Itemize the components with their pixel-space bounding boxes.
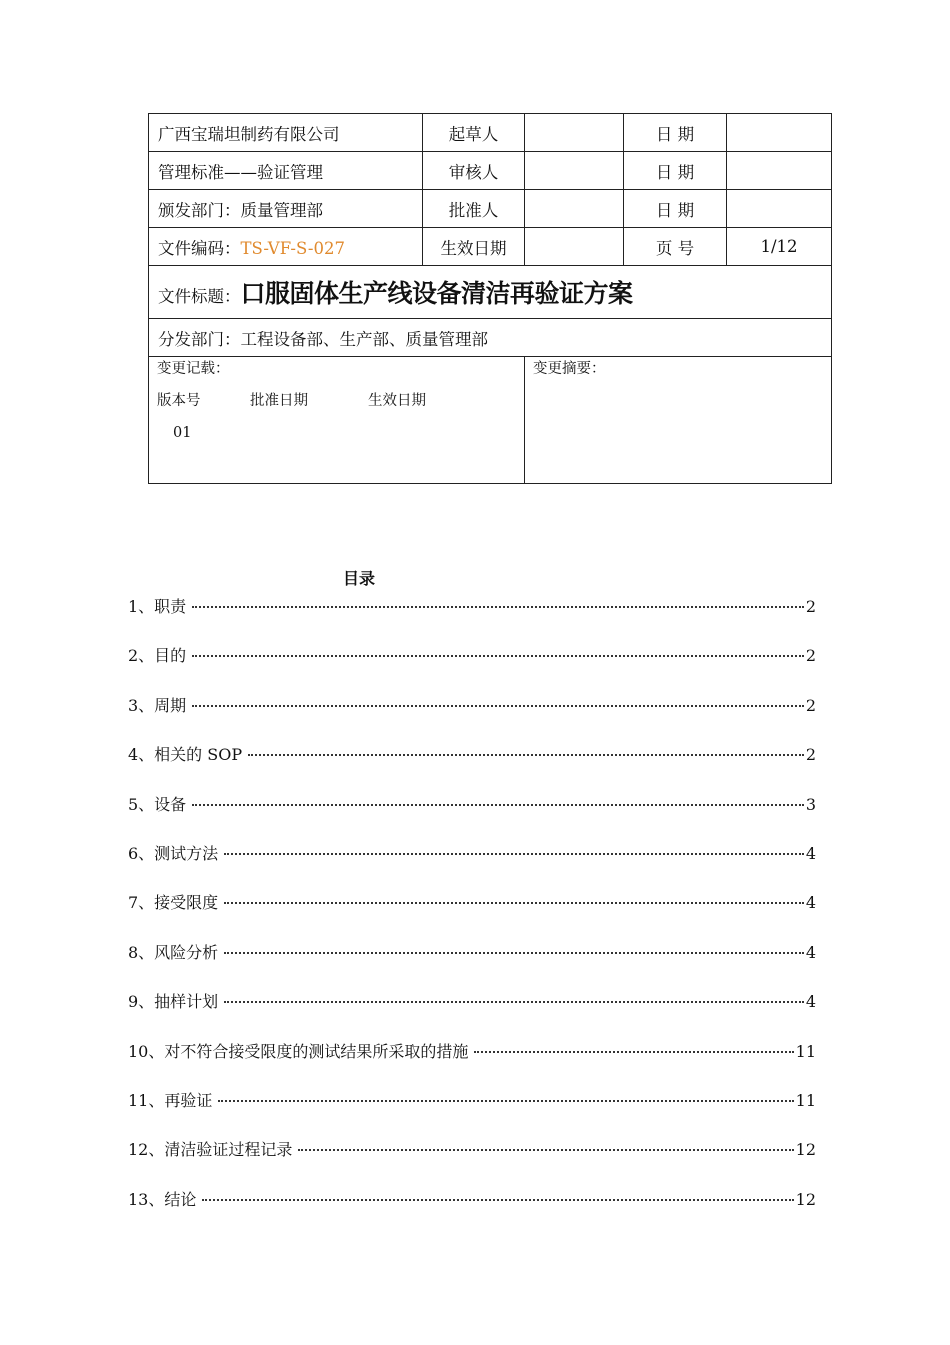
drafter-value[interactable] bbox=[525, 114, 624, 152]
review-date-label: 日 期 bbox=[624, 152, 727, 190]
toc-item-label: 7、接受限度 bbox=[128, 893, 219, 913]
document-title-label: 文件标题： bbox=[158, 287, 241, 306]
toc-item-label: 9、抽样计划 bbox=[128, 992, 219, 1012]
approver-label: 批准人 bbox=[423, 190, 525, 228]
toc-item[interactable] bbox=[128, 989, 816, 1038]
draft-date-value[interactable] bbox=[727, 114, 832, 152]
document-code-cell bbox=[149, 228, 423, 266]
toc-item[interactable] bbox=[128, 890, 816, 939]
effective-date-column-header: 生效日期 bbox=[368, 393, 426, 409]
reviewer-label: 审核人 bbox=[423, 152, 525, 190]
toc-item-page: 3 bbox=[805, 794, 816, 814]
toc-leader-dots bbox=[248, 753, 804, 756]
toc-item[interactable] bbox=[128, 643, 816, 692]
issuing-department: 颁发部门：质量管理部 bbox=[149, 190, 423, 228]
toc-item-label: 8、风险分析 bbox=[128, 942, 219, 962]
effective-date-label: 生效日期 bbox=[423, 228, 525, 266]
header-row-company bbox=[149, 114, 832, 152]
toc-item[interactable] bbox=[128, 1187, 816, 1236]
document-code-value: TS-VF-S-027 bbox=[240, 238, 345, 258]
toc-item-label: 12、清洁验证过程记录 bbox=[128, 1140, 293, 1160]
toc-item-page: 2 bbox=[805, 597, 816, 616]
toc-leader-dots bbox=[224, 1000, 804, 1003]
toc-item[interactable] bbox=[128, 792, 816, 841]
toc-title: 目录 bbox=[342, 569, 375, 588]
header-row-code bbox=[149, 228, 832, 266]
toc-item-page: 11 bbox=[795, 1090, 816, 1110]
table-of-contents bbox=[128, 594, 816, 1236]
change-summary-cell bbox=[525, 357, 832, 484]
document-title-cell bbox=[149, 266, 832, 319]
review-date-value[interactable] bbox=[727, 152, 832, 190]
toc-item[interactable] bbox=[128, 693, 816, 742]
toc-item[interactable] bbox=[128, 940, 816, 989]
toc-leader-dots bbox=[192, 704, 804, 707]
toc-item[interactable] bbox=[128, 742, 816, 791]
company-name: 广西宝瑞坦制药有限公司 bbox=[149, 114, 423, 152]
version-number: 01 bbox=[173, 425, 192, 441]
drafter-label: 起草人 bbox=[423, 114, 525, 152]
toc-item-page: 2 bbox=[805, 745, 816, 765]
toc-item-page: 4 bbox=[805, 843, 816, 863]
toc-item-page: 2 bbox=[805, 695, 816, 715]
toc-item-page: 4 bbox=[805, 942, 816, 962]
change-record-label: 变更记载： bbox=[157, 361, 230, 377]
toc-item[interactable] bbox=[128, 1039, 816, 1088]
toc-leader-dots bbox=[298, 1148, 793, 1151]
approver-value[interactable] bbox=[525, 190, 624, 228]
toc-leader-dots bbox=[474, 1050, 793, 1053]
toc-leader-dots bbox=[218, 1099, 793, 1102]
reviewer-value[interactable] bbox=[525, 152, 624, 190]
draft-date-label: 日 期 bbox=[624, 114, 727, 152]
approval-date-label: 日 期 bbox=[624, 190, 727, 228]
toc-leader-dots bbox=[192, 654, 804, 657]
toc-item-label: 10、对不符合接受限度的测试结果所采取的措施 bbox=[128, 1041, 469, 1061]
toc-item-page: 12 bbox=[795, 1140, 816, 1160]
document-header-table bbox=[148, 113, 832, 484]
toc-item-label: 2、目的 bbox=[128, 646, 187, 666]
toc-item[interactable] bbox=[128, 841, 816, 890]
toc-item[interactable] bbox=[128, 1137, 816, 1186]
toc-item-page: 12 bbox=[795, 1189, 816, 1209]
toc-item-page: 11 bbox=[795, 1041, 816, 1061]
toc-item-page: 4 bbox=[805, 992, 816, 1012]
change-summary-label: 变更摘要： bbox=[533, 361, 606, 377]
header-row-standard bbox=[149, 152, 832, 190]
toc-leader-dots bbox=[224, 852, 804, 855]
approval-date-column-header: 批准日期 bbox=[250, 393, 308, 409]
toc-item-page: 2 bbox=[805, 646, 816, 666]
toc-item-page: 4 bbox=[805, 893, 816, 913]
toc-item-label: 1、职责 bbox=[128, 597, 187, 616]
toc-item[interactable] bbox=[128, 594, 816, 643]
document-title: 口服固体生产线设备清洁再验证方案 bbox=[240, 279, 633, 308]
toc-item-label: 6、测试方法 bbox=[128, 843, 219, 863]
header-row-distribution bbox=[149, 319, 832, 357]
toc-item-label: 11、再验证 bbox=[128, 1090, 213, 1110]
toc-item-label: 3、周期 bbox=[128, 695, 187, 715]
toc-item-label: 13、结论 bbox=[128, 1189, 197, 1209]
toc-item-label: 5、设备 bbox=[128, 794, 187, 814]
page-number-value: 1/12 bbox=[727, 228, 832, 266]
version-column-header: 版本号 bbox=[157, 393, 201, 409]
toc-leader-dots bbox=[224, 951, 804, 954]
approval-date-value[interactable] bbox=[727, 190, 832, 228]
change-record-row bbox=[149, 357, 832, 484]
effective-date-value[interactable] bbox=[525, 228, 624, 266]
toc-item-label: 4、相关的 SOP bbox=[128, 745, 243, 765]
toc-leader-dots bbox=[224, 901, 804, 904]
toc-leader-dots bbox=[192, 803, 804, 806]
change-record-cell bbox=[149, 357, 525, 484]
toc-item[interactable] bbox=[128, 1088, 816, 1137]
header-row-department bbox=[149, 190, 832, 228]
distribution-departments: 分发部门：工程设备部、生产部、质量管理部 bbox=[149, 319, 832, 357]
standard-name: 管理标准——验证管理 bbox=[149, 152, 423, 190]
change-record-columns bbox=[157, 389, 516, 421]
page-number-label: 页 号 bbox=[624, 228, 727, 266]
header-row-title bbox=[149, 266, 832, 319]
toc-leader-dots bbox=[192, 605, 804, 608]
toc-leader-dots bbox=[202, 1198, 793, 1201]
document-code-label: 文件编码： bbox=[158, 238, 241, 258]
